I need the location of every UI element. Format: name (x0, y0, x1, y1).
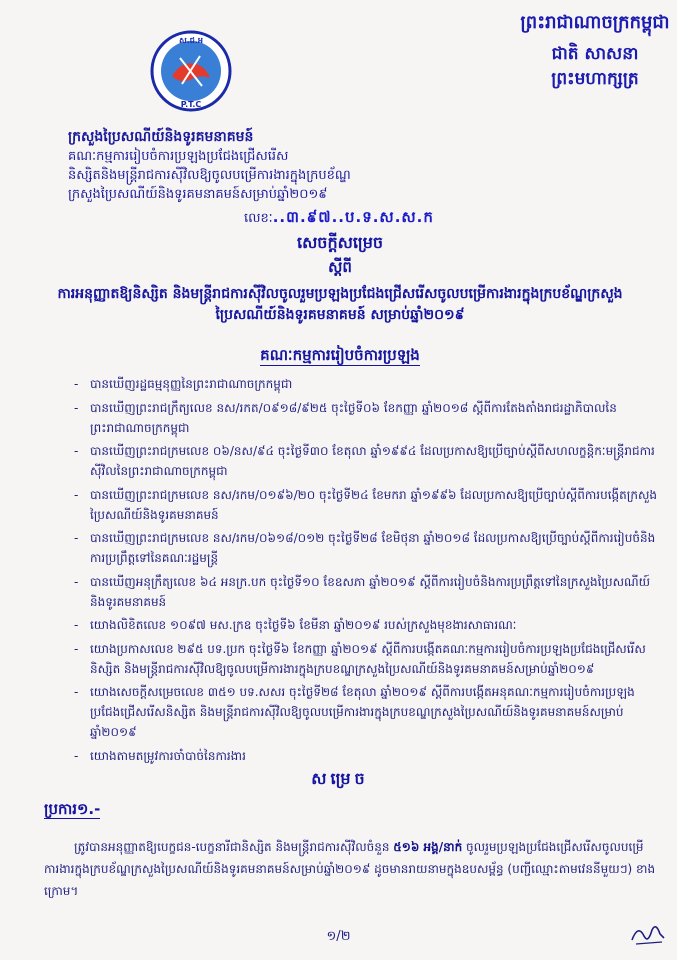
issuer-line-3: និស្សិតនិងមន្ត្រីរាជការស៊ីវិលឱ្យចូលបម្រើការងារក្នុងក្របខ័ណ្ឌ (68, 168, 351, 183)
article-text-before: ត្រូវបានអនុញ្ញាតឱ្យបេក្ខជន-បេក្ខនារីជានិស្សិត និងមន្ត្រីរាជការស៊ីវិលចំនួន (74, 840, 394, 854)
committee-name: គណៈកម្មការរៀបចំការប្រឡង (260, 346, 420, 364)
reference-value: ..៣.៩៧..ប.ទ.ស.ស.ក (272, 208, 434, 226)
recital-item: - យោងប្រកាសលេខ ២៩៥ បទ.ប្រក ចុះថ្ងៃទី៦ ខែកញ្ញា ឆ្នាំ២០១៩ ស្តីពីការបង្កើតគណៈកម្មការរៀបចំការប្រឡងប្រជែងជ្រើសរើសនិស្សិត និងមន្ត្រីរាជការស៊ីវិលឱ្យចូលបម្រើការងារក្នុងក្របខណ្ឌក្រសួងប្រៃសណីយ៍និងទូរគមនាគមន៍សម្រាប់ឆ្នាំ២០១៩ (68, 639, 658, 679)
kingdom-name: ព្រះរាជាណាចក្រកម្ពុជា (520, 12, 670, 33)
document-type: សេចក្តីសម្រេច (296, 233, 383, 252)
logo-bottom-text: P.T.C (180, 100, 202, 109)
recital-item: - យោងលិខិតលេខ ១០៩៧ មស.ក្រឧ ចុះថ្ងៃទី៦ ខែមីនា ឆ្នាំ២០១៩ របស់ក្រសួងមុខងារសាធារណៈ (68, 615, 658, 635)
kingdom-header (520, 10, 670, 93)
candidate-count: ៥១៦ អង្គ/នាក់ (393, 840, 463, 854)
national-motto: ជាតិ សាសនា ព្រះមហាក្សត្រ (551, 44, 639, 89)
article-heading (44, 800, 100, 822)
title-subject: ការអនុញ្ញាតឱ្យនិស្សិត និងមន្ត្រីរាជការស៊ីវិលចូលរួមប្រឡងប្រជែងជ្រើសរើសចូលបម្រើការងារក្នុងក្របខ័ណ្ឌក្រសួងប្រៃសណីយ៍និងទូរគមនាគមន៍ សម្រាប់ឆ្នាំ២០១៩ (57, 286, 623, 323)
page-number: ១/២ (326, 929, 351, 944)
recital-item: - យោងតាមតម្រូវការចាំបាច់នៃការងារ (68, 746, 658, 766)
recital-item: - បានឃើញព្រះរាជក្រមលេខ នស/រកម/០៦១៨/០១២ ចុះថ្ងៃទី២៨ ខែមិថុនា ឆ្នាំ២០១៨ ដែលប្រកាសឱ្យប្រើច្បាប់ស្តីពីការរៀបចំនិងការប្រព្រឹត្តទៅនៃគណៈរដ្ឋមន្ត្រី (68, 528, 658, 568)
signature-initials-icon (628, 918, 668, 948)
reference-number (244, 208, 434, 230)
logo-top-text: ស.ជ.អ (179, 36, 203, 45)
recital-item: - យោងសេចក្តីសម្រេចលេខ ៣៥១ បទ.សសរ ចុះថ្ងៃទី២៨ ខែតុលា ឆ្នាំ២០១៩ ស្តីពីការបង្កើតអនុគណៈកម្មការរៀបចំការប្រឡងប្រជែងជ្រើសរើសនិស្សិត និងមន្ត្រីរាជការស៊ីវិលឱ្យចូលបម្រើការងារក្នុងក្របខណ្ឌក្រសួងប្រៃសណីយ៍និងទូរគមនាគមន៍សម្រាប់ឆ្នាំ២០១៩ (68, 682, 658, 742)
document-title (40, 232, 640, 326)
issuer-block (68, 128, 368, 204)
issuer-line-4: ក្រសួងប្រៃសណីយ៍និងទូរគមនាគមន៍សម្រាប់ឆ្នាំ២០១៩ (68, 187, 328, 202)
ministry-logo-icon (150, 30, 232, 112)
ministry-name: ក្រសួងប្រៃសណីយ៍និងទូរគមនាគមន៍ (68, 129, 254, 145)
issuer-line-2: គណៈកម្មការរៀបចំការប្រឡងប្រជែងជ្រើសរើស (68, 149, 289, 164)
article-label: ប្រការ១.- (44, 800, 101, 818)
committee-heading (40, 346, 640, 368)
recital-item: - បានឃើញព្រះរាជក្រមលេខ ០៦/នស/៩៤ ចុះថ្ងៃទី៣០ ខែតុលា ឆ្នាំ១៩៩៤ ដែលប្រកាសឱ្យប្រើច្បាប់ស្តីពីសហលក្ខន្តិកៈមន្ត្រីរាជការស៊ីវិលនៃព្រះរាជាណាចក្រកម្ពុជា (68, 441, 658, 481)
recital-item: - បានឃើញព្រះរាជក្រមលេខ នស/រកម/០១៩៦/២០ ចុះថ្ងៃទី២៤ ខែមករា ឆ្នាំ១៩៩៦ ដែលប្រកាសឱ្យប្រើច្បាប់ស្តីពីការបង្កើតក្រសួងប្រៃសណីយ៍និងទូរគមនាគមន៍ (68, 485, 658, 525)
recital-item: - បានឃើញអនុក្រឹត្យលេខ ៦៤ អនក្រ.បក ចុះថ្ងៃទី១០ ខែឧសភា ឆ្នាំ២០១៩ ស្តីពីការរៀបចំនិងការប្រព្រឹត្តទៅនៃក្រសួងប្រៃសណីយ៍និងទូរគមនាគមន៍ (68, 572, 658, 612)
reference-label: លេខៈ (244, 211, 273, 226)
recital-item: - បានឃើញព្រះរាជក្រឹត្យលេខ នស/រកត/០៩១៨/៩២៥ ចុះថ្ងៃទី០៦ ខែកញ្ញា ឆ្នាំ២០១៨ ស្តីពីការតែងតាំងរាជរដ្ឋាភិបាលនៃព្រះរាជាណាចក្រកម្ពុជា (68, 398, 658, 438)
recitals-list (68, 374, 658, 769)
recital-item: - បានឃើញរដ្ឋធម្មនុញ្ញនៃព្រះរាជាណាចក្រកម្ពុជា (68, 374, 658, 394)
article-body (44, 836, 658, 902)
article-text-after: ចូលរួមប្រឡងប្រជែងជ្រើសរើសចូលបម្រើការងារក្នុងក្របខ័ណ្ឌក្រសួងប្រៃសណីយ៍និងទូរគមនាគមន៍សម្រាប់ឆ្នាំ២០១៩ ដូចមានរាយនាមក្នុងឧបសម្ព័ន្ធ (បញ្ជីឈ្មោះតាមវេននីមួយៗ) ខាងក្រោម។ (44, 840, 656, 898)
title-about: ស្តីពី (328, 258, 352, 276)
decision-heading: សម្រេច (311, 769, 369, 788)
